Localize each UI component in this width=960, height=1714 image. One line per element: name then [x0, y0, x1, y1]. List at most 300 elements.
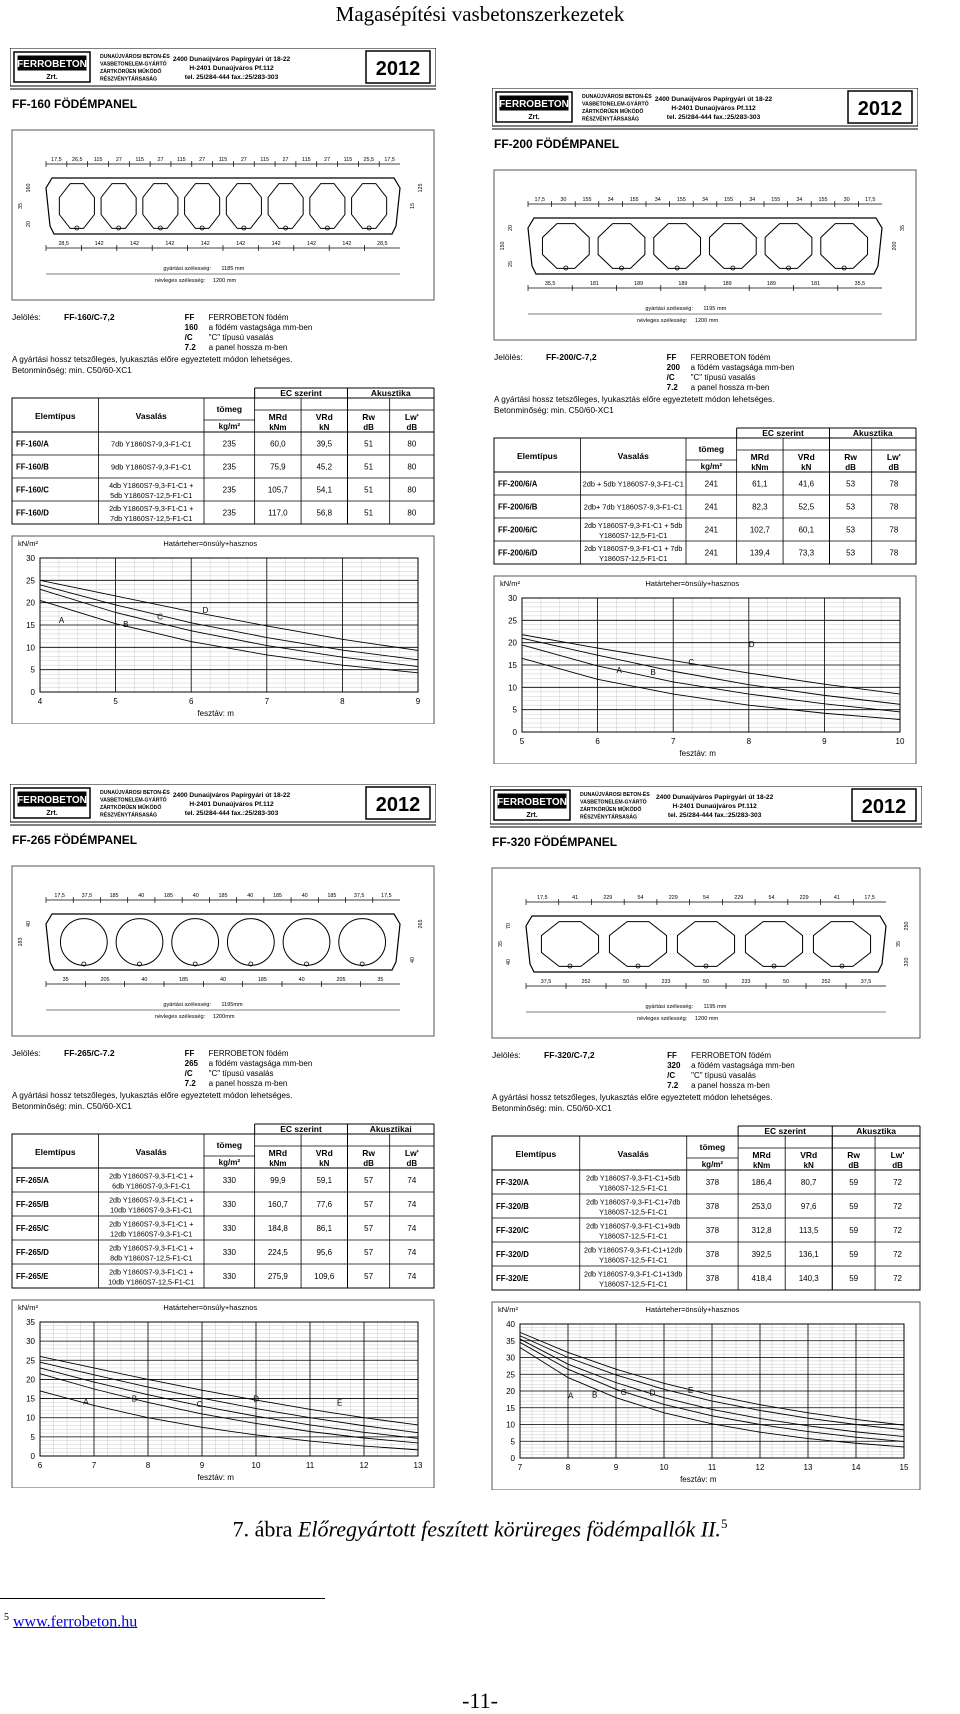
cell-reinforcement: 2db Y1860S7-9,3-F1-C1 +: [109, 1243, 194, 1253]
drawing-frame: [492, 868, 920, 1038]
table-header-type: Elemtípus: [34, 411, 76, 421]
dim-bottom-value: 252: [581, 979, 591, 985]
width-label-production: gyártási szélesség:: [645, 1004, 694, 1010]
cell-mrd: 312,8: [751, 1226, 772, 1235]
dim-bottom-value: 205: [100, 977, 110, 983]
table-row: [498, 480, 899, 489]
panel-sheet-svg: [492, 88, 918, 764]
cell-tomeg: 378: [705, 1178, 720, 1187]
x-tick-label: 6: [37, 1461, 43, 1470]
legend-text: "C" típusú vasalás: [690, 373, 756, 382]
x-tick-label: 5: [113, 697, 118, 706]
y-tick-label: 10: [26, 643, 35, 653]
table-header-weight: tömeg: [698, 444, 725, 454]
company-line: RÉSZVÉNYTÁRSASÁG: [580, 814, 638, 821]
width-value-production: 1195 mm: [703, 1004, 727, 1010]
width-value-nominal: 1200mm: [212, 1014, 235, 1020]
dim-bottom-value: 189: [766, 281, 776, 287]
x-tick-label: 13: [803, 1463, 813, 1472]
table-header-reinforcement: Vasalás: [135, 1147, 167, 1157]
cell-rw: 59: [849, 1226, 859, 1235]
width-value-production: 1195 mm: [703, 306, 727, 312]
properties-table: [12, 1124, 434, 1288]
y-tick-label: 25: [506, 1370, 515, 1380]
hole-octagon: [541, 922, 598, 967]
legend-text: a panel hossza m-ben: [690, 383, 770, 392]
drawing-frame: [12, 866, 434, 1036]
x-tick-label: 12: [359, 1461, 369, 1470]
cell-reinforcement: 2db Y1860S7-9,3-F1-C1+7db: [586, 1197, 681, 1207]
y-tick-label: 25: [26, 576, 35, 586]
table-header-unit: dB: [363, 1159, 374, 1168]
legend-key: 265: [184, 1059, 199, 1068]
cell-vrd: 39,5: [316, 439, 333, 449]
note-production-length: A gyártási hossz tetszőleges, lyukasztás előre egyeztetett módon lehetséges.: [494, 395, 775, 404]
dim-top-value: 17,5: [864, 197, 876, 203]
table-header-vrd: VRd: [315, 412, 333, 422]
dim-top-value: 17,5: [534, 197, 546, 203]
x-tick-label: 6: [595, 737, 600, 746]
series-label-E: E: [688, 1386, 694, 1396]
cell-vrd: 95,6: [316, 1248, 333, 1257]
hole-circle: [116, 919, 163, 966]
dim-side-value: 35: [498, 941, 504, 947]
dim-side-value: 70: [506, 923, 512, 929]
dim-top-value: 30: [560, 197, 567, 203]
chart-y-unit: kN/m²: [18, 1303, 38, 1312]
dim-top-value: 115: [301, 157, 311, 163]
address-line: 2400 Dunaújváros Papírgyári út 18-22: [172, 792, 291, 799]
cell-mrd: 75,9: [270, 462, 286, 472]
cell-lw: 80: [407, 508, 417, 518]
cell-tomeg: 378: [705, 1202, 720, 1211]
table-header-unit: kN: [319, 1159, 330, 1168]
cell-type: FF-160/C: [16, 485, 49, 495]
cell-rw: 57: [364, 1272, 374, 1281]
legend-key: /C: [666, 373, 675, 382]
dim-top-value: 115: [343, 157, 353, 163]
cell-mrd: 160,7: [267, 1200, 288, 1209]
series-label-D: D: [202, 605, 209, 615]
cell-tomeg: 235: [222, 508, 237, 518]
dim-bottom-value: 233: [741, 979, 751, 985]
chart-title: Határteher=önsúly+hasznos: [163, 1303, 258, 1312]
dim-side-value: 150: [500, 241, 506, 251]
dim-top-value: 54: [637, 895, 644, 901]
x-tick-label: 14: [851, 1463, 861, 1472]
x-tick-label: 4: [37, 697, 43, 706]
company-line: RÉSZVÉNYTÁRSASÁG: [100, 76, 158, 83]
x-axis-label: fesztáv: m: [680, 1475, 717, 1484]
dim-top-value: 185: [164, 893, 174, 899]
legend-text: FERROBETON födém: [691, 1051, 771, 1060]
dim-side-value: 40: [506, 959, 512, 965]
hole-octagon: [821, 224, 868, 269]
x-tick-label: 7: [91, 1461, 97, 1470]
dim-bottom-value: 142: [165, 241, 175, 247]
note-concrete-grade: Betonminőség: min. C50/60-XC1: [12, 366, 132, 375]
legend-text: a födém vastagsága mm-ben: [690, 363, 795, 372]
cell-vrd: 140,3: [798, 1274, 819, 1283]
x-tick-label: 8: [746, 737, 752, 746]
table-row: [498, 503, 899, 512]
cell-type: FF-160/D: [16, 508, 49, 518]
cell-reinforcement: 2db Y1860S7-9,3-F1-C1+9db: [586, 1221, 681, 1231]
load-span-chart: [12, 536, 434, 724]
cell-reinforcement: Y1860S7-12,5-F1-C1: [599, 554, 668, 563]
company-line: ZÁRTKÖRŰEN MŰKÖDŐ: [100, 69, 162, 75]
y-tick-label: 20: [508, 638, 517, 648]
width-label-production: gyártási szélesség:: [645, 306, 693, 312]
cell-vrd: 60,1: [798, 525, 815, 535]
dim-top-value: 27: [199, 157, 206, 163]
chart-title: Határteher=önsúly+hasznos: [163, 539, 258, 548]
dim-top-value: 185: [218, 893, 228, 899]
legend-key: /C: [184, 1069, 193, 1078]
width-value-production: 1195mm: [221, 1002, 243, 1008]
hole-octagon: [598, 224, 645, 269]
x-axis-label: fesztáv: m: [197, 709, 234, 718]
dim-top-value: 115: [218, 157, 228, 163]
properties-table: [12, 388, 434, 524]
logo-wordmark: FERROBETON: [497, 797, 567, 808]
cell-reinforcement: 2db Y1860S7-9,3-F1-C1+12db: [584, 1245, 683, 1255]
hole-octagon: [765, 224, 812, 269]
table-header-weight: tömeg: [216, 1140, 243, 1150]
legend-text: a panel hossza m-ben: [208, 343, 288, 352]
dim-side-value: 183: [18, 937, 24, 947]
dim-bottom-value: 205: [336, 977, 346, 983]
cell-tomeg: 235: [222, 462, 237, 472]
note-production-length: A gyártási hossz tetszőleges, lyukasztás előre egyeztetett módon lehetséges.: [12, 1091, 293, 1100]
cell-rw: 53: [846, 525, 856, 535]
address-line: H-2401 Dunaújváros Pf.112: [671, 105, 756, 112]
hole-octagon: [185, 184, 220, 229]
cell-rw: 51: [364, 462, 374, 472]
cell-rw: 59: [849, 1178, 859, 1187]
sheet-header: [10, 784, 436, 822]
cell-type: FF-320/C: [496, 1226, 529, 1235]
chart-title: Határteher=önsúly+hasznos: [645, 579, 740, 588]
x-tick-label: 7: [670, 737, 676, 746]
cross-section-drawing: [494, 170, 916, 340]
cell-tomeg: 235: [222, 439, 237, 449]
note-concrete-grade: Betonminőség: min. C50/60-XC1: [12, 1102, 132, 1111]
width-label-nominal: névleges szélesség:: [636, 1016, 688, 1022]
y-tick-label: 0: [30, 1452, 35, 1461]
cell-type: FF-265/B: [16, 1200, 49, 1209]
dim-top-value: 229: [668, 895, 678, 901]
footnote: [4, 1612, 137, 1631]
table-header-unit: dB: [406, 1159, 418, 1168]
cell-reinforcement: Y1860S7-12,5-F1-C1: [599, 1255, 668, 1265]
panel-outline: [528, 218, 882, 274]
table-header-weight-unit: kg/m²: [218, 422, 241, 431]
x-tick-label: 6: [188, 697, 194, 706]
cell-reinforcement: 6db Y1860S7-9,3-F1-C1: [112, 1181, 191, 1191]
legend-title: Jelölés:: [492, 1050, 521, 1060]
table-header-mrd: MRd: [268, 412, 288, 422]
x-tick-label: 5: [519, 737, 525, 746]
dim-top-value: 115: [93, 157, 103, 163]
legend-title: Jelölés:: [12, 312, 41, 322]
caption-prefix: 7. ábra: [232, 1516, 298, 1542]
y-tick-label: 10: [506, 1420, 515, 1430]
table-header-acoustic: Akusztikai: [369, 1124, 412, 1134]
y-tick-label: 0: [510, 1454, 515, 1463]
cell-rw: 57: [364, 1200, 374, 1209]
table-header-weight: tömeg: [699, 1142, 726, 1152]
cell-mrd: 82,3: [752, 502, 768, 512]
cell-type: FF-320/E: [496, 1274, 529, 1283]
legend-key: 320: [667, 1061, 681, 1070]
dim-top-value: 34: [702, 197, 708, 203]
cell-lw: 72: [893, 1274, 902, 1283]
cell-type: FF-200/6/D: [498, 548, 538, 558]
legend-key: FF: [666, 353, 677, 362]
dim-bottom-value: 40: [298, 977, 305, 983]
table-header-reinforcement: Vasalás: [617, 1149, 649, 1159]
width-label-production: gyártási szélesség:: [163, 266, 211, 272]
cell-lw: 72: [893, 1202, 902, 1211]
cell-reinforcement: 2db + 5db Y1860S7-9,3-F1-C1: [582, 479, 684, 489]
hole-circle: [283, 919, 330, 966]
legend-text: a födém vastagsága mm-ben: [691, 1061, 795, 1070]
cell-reinforcement: Y1860S7-12,5-F1-C1: [599, 1207, 668, 1217]
table-header-unit: kN: [319, 423, 330, 432]
cross-section-drawing: [12, 130, 434, 300]
footnote-rule: [0, 1598, 325, 1599]
table-row: [496, 1270, 903, 1289]
dim-top-value: 17,5: [537, 895, 548, 901]
dim-bottom-value: 142: [200, 241, 210, 247]
cell-tomeg: 378: [705, 1274, 720, 1283]
dim-top-value: 34: [607, 197, 614, 203]
cell-lw: 78: [889, 479, 899, 489]
dim-bottom-value: 185: [257, 977, 267, 983]
cell-rw: 59: [849, 1202, 859, 1211]
width-label-nominal: névleges szélesség:: [154, 1014, 206, 1020]
drawing-frame: [12, 130, 434, 300]
cell-lw: 80: [407, 485, 417, 495]
table-header-unit: dB: [888, 463, 900, 472]
dim-top-value: 41: [572, 895, 579, 901]
cell-reinforcement: 2db Y1860S7-9,3-F1-C1 + 7db: [584, 544, 683, 553]
table-header-ec: EC szerint: [764, 1126, 806, 1136]
dim-top-value: 229: [799, 895, 809, 901]
table-header-ec: EC szerint: [280, 388, 322, 398]
cell-reinforcement: 10db Y1860S7-9,3-F1-C1: [110, 1205, 193, 1215]
dim-bottom-value: 28,5: [58, 241, 69, 247]
cell-reinforcement: Y1860S7-12,5-F1-C1: [599, 531, 668, 540]
table-row: [16, 1268, 417, 1287]
x-tick-label: 9: [415, 697, 421, 706]
table-row: [16, 1172, 417, 1191]
series-label-A: A: [568, 1391, 574, 1401]
legend-key: /C: [667, 1071, 676, 1080]
panel-title: FF-200 FÖDÉMPANEL: [494, 137, 620, 151]
panel-sheet-svg: [10, 48, 436, 724]
table-row: [496, 1174, 903, 1193]
cell-type: FF-320/B: [496, 1202, 529, 1211]
dim-top-value: 37,5: [353, 893, 365, 899]
cell-type: FF-320/D: [496, 1250, 529, 1259]
year-label: 2012: [375, 58, 421, 80]
cell-tomeg: 330: [222, 1176, 237, 1185]
dim-bottom-value: 142: [236, 241, 246, 247]
cell-reinforcement: 5db Y1860S7-12,5-F1-C1: [110, 491, 193, 500]
cell-mrd: 392,5: [751, 1250, 772, 1259]
x-axis-label: fesztáv: m: [679, 749, 716, 758]
cell-lw: 72: [893, 1178, 902, 1187]
x-tick-label: 9: [822, 737, 827, 746]
cell-tomeg: 330: [222, 1200, 237, 1209]
table-header-lw: Lw': [890, 1150, 905, 1160]
dim-top-value: 115: [260, 157, 269, 163]
panel-sheet-ff320: [490, 786, 922, 1490]
dim-top-value: 115: [135, 157, 145, 163]
table-row: [498, 521, 899, 540]
y-tick-label: 35: [506, 1336, 515, 1346]
x-tick-label: 8: [565, 1463, 571, 1472]
cell-lw: 80: [407, 439, 417, 449]
cell-mrd: 61,1: [752, 479, 768, 489]
cell-mrd: 418,4: [751, 1274, 772, 1283]
dim-top-value: 40: [247, 893, 254, 899]
table-header-mrd: MRd: [268, 1148, 288, 1158]
panel-title: FF-265 FÖDÉMPANEL: [12, 833, 138, 847]
cell-lw: 72: [893, 1226, 902, 1235]
series-label-B: B: [592, 1390, 598, 1400]
y-tick-label: 35: [26, 1318, 35, 1327]
table-row: [16, 1196, 417, 1215]
x-tick-label: 7: [517, 1463, 523, 1472]
dim-bottom-value: 181: [589, 281, 599, 287]
dim-bottom-value: 142: [94, 241, 104, 247]
width-value-nominal: 1200 mm: [212, 278, 237, 284]
panel-sheet-svg: [10, 784, 436, 1488]
legend-text: FERROBETON födém: [690, 353, 771, 362]
table-header-vrd: VRd: [800, 1150, 818, 1160]
address-line: 2400 Dunaújváros Papírgyári út 18-22: [654, 96, 773, 103]
sheet-header: [10, 48, 436, 86]
width-value-nominal: 1200 mm: [694, 1016, 719, 1022]
dim-top-value: 27: [240, 157, 247, 163]
y-tick-label: 15: [26, 1394, 35, 1404]
hole-octagon: [226, 184, 261, 229]
cell-vrd: 54,1: [316, 485, 333, 495]
hole-octagon: [813, 922, 870, 967]
company-line: RÉSZVÉNYTÁRSASÁG: [582, 116, 640, 123]
footnote-link[interactable]: www.ferrobeton.hu: [13, 1613, 138, 1631]
dim-bottom-value: 142: [130, 241, 139, 247]
cell-rw: 59: [849, 1250, 859, 1259]
dim-side-value: 40: [26, 921, 32, 927]
dim-top-value: 229: [734, 895, 744, 901]
cell-vrd: 86,1: [316, 1224, 333, 1233]
hole-octagon: [745, 922, 802, 967]
cell-vrd: 59,1: [316, 1176, 333, 1185]
cell-rw: 57: [364, 1176, 374, 1185]
cell-tomeg: 241: [704, 548, 719, 558]
dim-bottom-value: 142: [271, 241, 281, 247]
cell-tomeg: 378: [705, 1250, 720, 1259]
table-header-unit: kN: [803, 1161, 814, 1170]
chart-frame: [494, 576, 916, 764]
cell-mrd: 184,8: [267, 1224, 288, 1233]
address-line: H-2401 Dunaújváros Pf.112: [189, 65, 274, 72]
table-header-ec: EC szerint: [280, 1124, 322, 1134]
y-tick-label: 5: [30, 1432, 35, 1442]
legend-text: a panel hossza m-ben: [691, 1081, 770, 1090]
hole-circle: [227, 919, 274, 966]
legend-key: FF: [667, 1051, 677, 1060]
legend-key: 7.2: [666, 383, 678, 392]
note-concrete-grade: Betonminőség: min. C50/60-XC1: [494, 406, 614, 415]
dim-top-value: 17,5: [381, 893, 392, 899]
cell-tomeg: 241: [704, 502, 719, 512]
dim-bottom-value: 40: [141, 977, 148, 983]
x-tick-label: 8: [340, 697, 345, 706]
ferrobeton-logo: [494, 790, 570, 820]
table-row: [16, 481, 417, 500]
table-row: [16, 440, 417, 449]
legend-code: FF-160/C-7,2: [64, 312, 115, 322]
cell-vrd: 109,6: [314, 1272, 335, 1281]
chart-frame: [12, 536, 434, 724]
cell-reinforcement: Y1860S7-12,5-F1-C1: [599, 1279, 668, 1289]
dim-bottom-value: 35: [377, 977, 384, 983]
table-header-vrd: VRd: [797, 452, 815, 462]
x-tick-label: 13: [413, 1461, 423, 1470]
dim-bottom-value: 50: [783, 979, 789, 985]
dim-side-value: 250: [904, 921, 910, 931]
table-header-unit: kNm: [269, 423, 287, 432]
dim-top-value: 17,5: [864, 895, 875, 901]
dim-bottom-value: 37,5: [860, 979, 872, 985]
width-label-production: gyártási szélesség:: [163, 1002, 211, 1008]
series-label-A: A: [58, 615, 65, 625]
panel-title: FF-160 FÖDÉMPANEL: [12, 97, 138, 111]
dim-top-value: 115: [177, 157, 186, 163]
panel-title: FF-320 FÖDÉMPANEL: [492, 835, 618, 849]
hole-circle: [339, 919, 386, 966]
table-header-unit: kN: [801, 463, 812, 472]
dim-bottom-value: 142: [307, 241, 316, 247]
y-tick-label: 5: [510, 1437, 515, 1447]
series-label-C: C: [688, 658, 695, 667]
logo-sub: Zrt.: [46, 810, 58, 817]
x-tick-label: 11: [305, 1461, 315, 1470]
dim-bottom-value: 185: [179, 977, 189, 983]
cell-mrd: 253,0: [751, 1202, 772, 1211]
dim-side-value: 35: [896, 941, 902, 947]
cell-lw: 80: [407, 462, 417, 472]
cell-type: FF-320/A: [496, 1178, 529, 1187]
hole-circle: [60, 919, 107, 966]
company-line: ZÁRTKÖRŰEN MŰKÖDŐ: [100, 805, 162, 811]
series-label-A: A: [616, 666, 622, 676]
dim-bottom-value: 142: [342, 241, 352, 247]
panel-outline: [46, 914, 400, 970]
cell-rw: 59: [849, 1274, 859, 1283]
cell-type: FF-200/6/C: [498, 525, 538, 535]
dim-side-value: 20: [26, 221, 32, 227]
table-header-rw: Rw: [362, 412, 375, 422]
address-line: tel. 25/284-444 fax.:25/283-303: [666, 114, 761, 121]
dim-top-value: 185: [327, 893, 337, 899]
company-line: VASBETONELEM-GYÁRTÓ: [582, 101, 649, 108]
